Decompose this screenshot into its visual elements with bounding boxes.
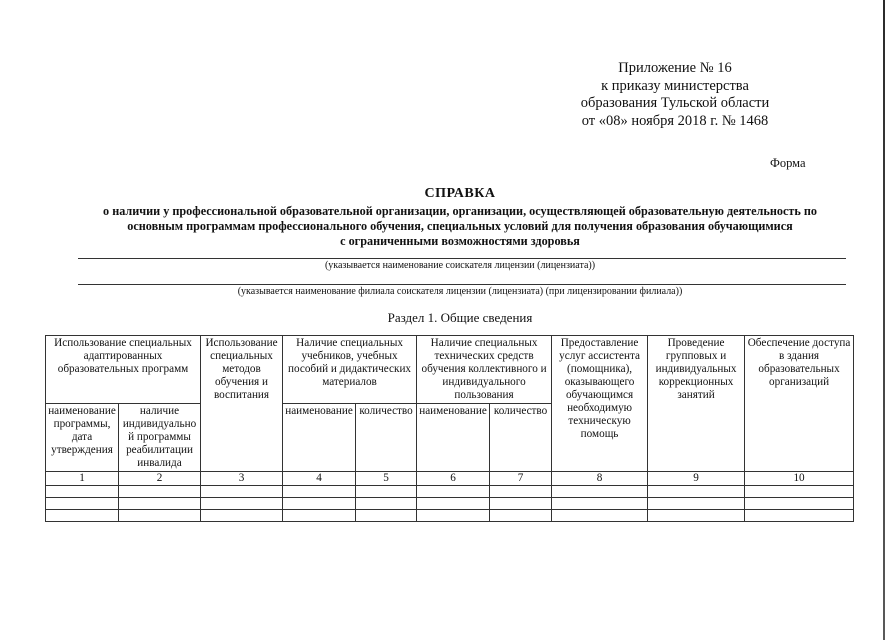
subheader-tech-qty: количество <box>490 404 552 472</box>
table-cell[interactable] <box>46 486 119 498</box>
table-cell[interactable] <box>648 498 745 510</box>
general-info-table <box>45 335 854 522</box>
table-cell[interactable] <box>552 510 648 522</box>
table-cell[interactable] <box>46 510 119 522</box>
table-row <box>46 510 854 522</box>
column-number: 10 <box>745 472 854 486</box>
subheader-textbook-name: наименование <box>283 404 356 472</box>
table-cell[interactable] <box>648 486 745 498</box>
header-programs: Использование специальных адаптированных образовательных программ <box>46 336 201 404</box>
licensee-caption: (указывается наименование соискателя лицензии (лицензиата)) <box>324 260 596 271</box>
table-cell[interactable] <box>46 498 119 510</box>
appendix-ministry: образования Тульской области <box>580 95 770 111</box>
table-cell[interactable] <box>745 486 854 498</box>
table-cell[interactable] <box>490 510 552 522</box>
title-line-2: основным программам профессионального обучения, специальных условий для получения образования обучающимися <box>127 219 793 233</box>
table-cell[interactable] <box>490 486 552 498</box>
table-cell[interactable] <box>356 498 417 510</box>
table-cell[interactable] <box>201 498 283 510</box>
appendix-block <box>555 60 795 130</box>
header-group-classes: Проведение групповых и индивидуальных коррекционных занятий <box>648 336 745 472</box>
table-cell[interactable] <box>283 486 356 498</box>
page-edge <box>883 0 885 640</box>
column-number: 5 <box>356 472 417 486</box>
licensee-fill-line[interactable] <box>78 258 846 259</box>
table-cell[interactable] <box>201 486 283 498</box>
table-cell[interactable] <box>552 498 648 510</box>
column-number: 6 <box>417 472 490 486</box>
header-assistant: Предоставление услуг ассистента (помощника), оказывающего обучающимся необходимую техническую помощь <box>552 336 648 472</box>
header-building-access: Обеспечение доступа в здания образовательных организаций <box>745 336 854 472</box>
header-methods: Использование специальных методов обучения и воспитания <box>201 336 283 472</box>
title-line-1: о наличии у профессиональной образовательной организации, организации, осуществляющей образовательную деятельность по <box>103 204 817 218</box>
table-row <box>46 486 854 498</box>
column-number: 7 <box>490 472 552 486</box>
header-tech: Наличие специальных технических средств обучения коллективного и индивидуального пользования <box>417 336 552 404</box>
table-cell[interactable] <box>356 486 417 498</box>
header-textbooks: Наличие специальных учебников, учебных пособий и дидактических материалов <box>283 336 417 404</box>
form-label: Форма <box>770 156 806 170</box>
section-title: Раздел 1. Общие сведения <box>387 310 533 325</box>
column-number: 9 <box>648 472 745 486</box>
document-title <box>60 186 860 249</box>
table-cell[interactable] <box>552 486 648 498</box>
column-number-row <box>46 472 854 486</box>
table-cell[interactable] <box>356 510 417 522</box>
table-row <box>46 498 854 510</box>
subheader-tech-name: наименование <box>417 404 490 472</box>
table-cell[interactable] <box>745 498 854 510</box>
table-cell[interactable] <box>283 498 356 510</box>
table-cell[interactable] <box>119 486 201 498</box>
branch-fill-line[interactable] <box>78 284 846 285</box>
subheader-program-name: наименование программы, дата утверждения <box>46 404 119 472</box>
column-number: 2 <box>119 472 201 486</box>
column-number: 4 <box>283 472 356 486</box>
column-number: 8 <box>552 472 648 486</box>
table-cell[interactable] <box>417 486 490 498</box>
table-cell[interactable] <box>417 510 490 522</box>
subheader-individual-program: наличие индивидуальной программы реабилитации инвалида <box>119 404 201 472</box>
table-cell[interactable] <box>201 510 283 522</box>
column-number: 3 <box>201 472 283 486</box>
table-cell[interactable] <box>119 498 201 510</box>
table-cell[interactable] <box>283 510 356 522</box>
table-cell[interactable] <box>648 510 745 522</box>
branch-caption: (указывается наименование филиала соискателя лицензии (лицензиата) (при лицензировании филиала)) <box>237 286 683 297</box>
header-row <box>46 336 854 404</box>
table-cell[interactable] <box>119 510 201 522</box>
title-main: СПРАВКА <box>424 186 496 201</box>
column-number: 1 <box>46 472 119 486</box>
appendix-order-ref: к приказу министерства <box>601 77 749 94</box>
title-line-3: с ограниченными возможностями здоровья <box>340 234 580 248</box>
appendix-date: от «08» ноября 2018 г. № 1468 <box>581 112 769 129</box>
table-cell[interactable] <box>745 510 854 522</box>
subheader-textbook-qty: количество <box>356 404 417 472</box>
table-cell[interactable] <box>490 498 552 510</box>
appendix-number: Приложение № 16 <box>618 60 732 76</box>
table-cell[interactable] <box>417 498 490 510</box>
